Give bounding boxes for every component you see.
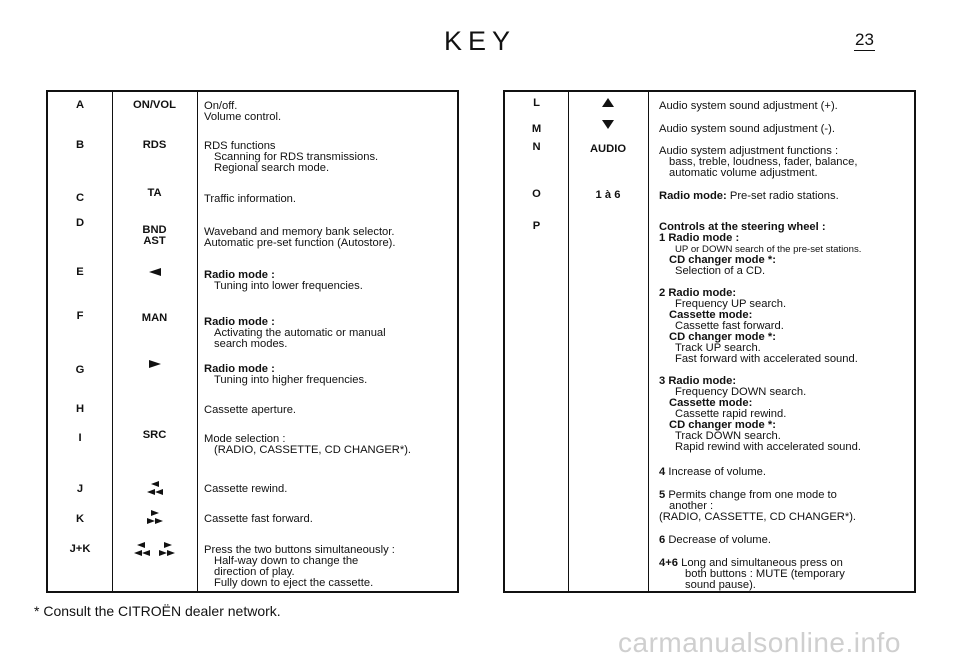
key-label: K bbox=[75, 513, 85, 525]
key-label: A bbox=[75, 99, 85, 111]
control-label: RDS bbox=[142, 139, 167, 151]
description: Radio mode: Pre-set radio stations. bbox=[659, 190, 839, 202]
left-key-table bbox=[46, 90, 459, 593]
control-label: BND AST bbox=[142, 224, 167, 247]
key-label: F bbox=[76, 310, 84, 322]
key-label: N bbox=[532, 141, 541, 153]
up-triangle-icon bbox=[568, 98, 648, 110]
rewind-icon bbox=[112, 480, 197, 496]
description: Press the two buttons simultaneously : Half-way down to change the direction of play. Fully down to eject the cassette. bbox=[204, 544, 395, 589]
description: Mode selection : (RADIO, CASSETTE, CD CHANGER*). bbox=[204, 433, 412, 456]
fast-forward-icon bbox=[112, 509, 197, 525]
control-label: MAN bbox=[141, 312, 168, 324]
description: On/off. Volume control. bbox=[204, 100, 282, 123]
description: Audio system sound adjustment (+). bbox=[659, 100, 838, 112]
right-triangle-icon bbox=[112, 360, 197, 371]
description: Radio mode : Tuning into lower frequencies. bbox=[204, 269, 363, 292]
column-divider bbox=[197, 92, 198, 591]
page-title: KEY bbox=[443, 26, 517, 56]
down-triangle-icon bbox=[568, 120, 648, 132]
key-label: C bbox=[75, 192, 85, 204]
description: Audio system sound adjustment (-). bbox=[659, 123, 835, 135]
key-label: E bbox=[76, 266, 84, 278]
description: Audio system adjustment functions : bass, treble, loudness, fader, balance, automatic volume adjustment. bbox=[659, 145, 858, 179]
page-number: 23 bbox=[855, 30, 874, 49]
key-label: B bbox=[75, 139, 85, 151]
control-label: SRC bbox=[142, 429, 167, 441]
rewind-fast-forward-icons bbox=[112, 541, 197, 557]
description: Cassette aperture. bbox=[204, 404, 297, 416]
key-label: O bbox=[532, 188, 541, 200]
column-divider bbox=[568, 92, 569, 591]
description: Cassette fast forward. bbox=[204, 513, 313, 525]
key-label: L bbox=[533, 97, 540, 109]
control-label: ON/VOL bbox=[133, 99, 176, 111]
control-label: AUDIO bbox=[589, 143, 627, 155]
key-label: P bbox=[532, 220, 541, 232]
description: Traffic information. bbox=[204, 193, 297, 205]
steering-wheel-controls: Controls at the steering wheel : 1 Radio mode : UP or DOWN search of the pre-set stations. CD changer mode *: Selection of a CD. 2 Radio mode: Frequency UP search. Cassette mode: Cassette fast forward. CD changer mode *: Track UP search. Fast forward with accelerated sound. 3 Radio mode: Frequency DOWN search. Cassette mode: Cassette rapid rewind. CD changer mode *: Track DOWN search. Rapid rewind with accelerated sound. 4 Increase of volume. 5 Permits change from one mode to another : (RADIO, CASSETTE, CD CHANGER*). 6 Decrease of volume. 4+6 Long and simultaneous press on both buttons : MUTE (temporary sound pause). bbox=[659, 221, 862, 591]
description: Radio mode : Tuning into higher frequencies. bbox=[204, 363, 368, 386]
key-label: M bbox=[531, 123, 542, 135]
description: RDS functions Scanning for RDS transmissions. Regional search mode. bbox=[204, 140, 379, 174]
right-key-table bbox=[503, 90, 916, 593]
control-label: 1 à 6 bbox=[595, 189, 621, 201]
description: Cassette rewind. bbox=[204, 483, 288, 495]
column-divider bbox=[648, 92, 649, 591]
key-label: D bbox=[75, 217, 85, 229]
footnote: * Consult the CITROËN dealer network. bbox=[34, 603, 281, 619]
left-triangle-icon bbox=[112, 268, 197, 279]
key-label: J bbox=[76, 483, 84, 495]
watermark: carmanualsonline.info bbox=[618, 627, 901, 658]
control-label: TA bbox=[147, 187, 162, 199]
key-label: J+K bbox=[69, 543, 91, 555]
description: Radio mode : Activating the automatic or manual search modes. bbox=[204, 316, 386, 350]
key-label: I bbox=[78, 432, 82, 444]
key-label: G bbox=[75, 364, 85, 376]
key-label: H bbox=[75, 403, 85, 415]
description: Waveband and memory bank selector. Automatic pre-set function (Autostore). bbox=[204, 226, 396, 249]
